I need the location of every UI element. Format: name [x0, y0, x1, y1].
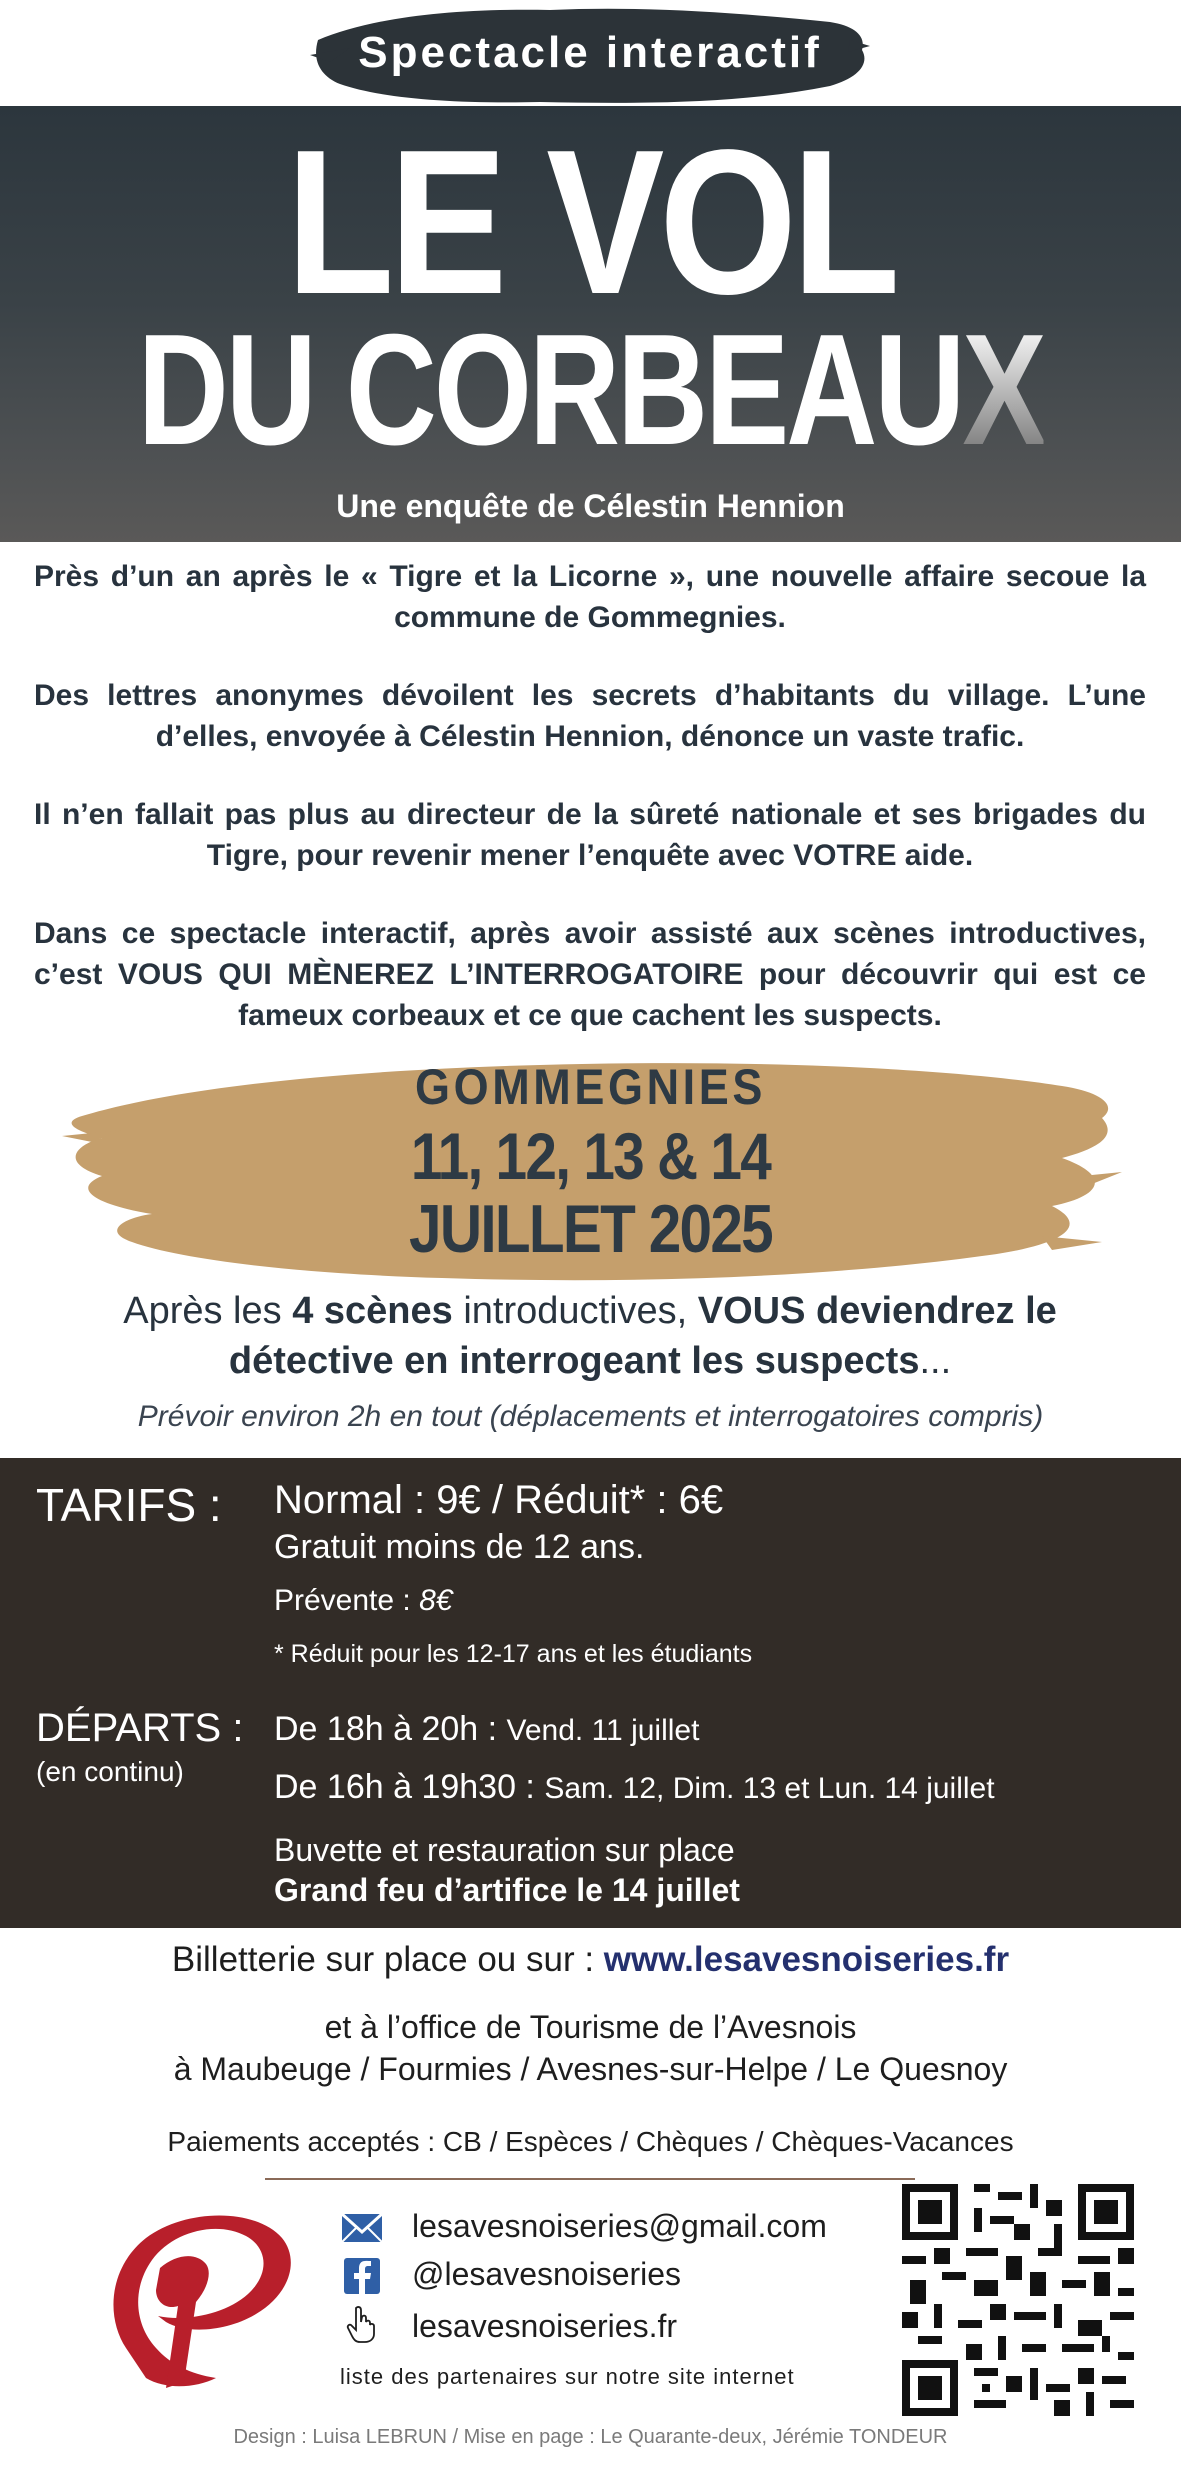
tourism-office: et à l’office de Tourisme de l’Avesnois à Maubeuge / Fourmies / Avesnes-sur-Helpe / Le Quesnoy	[173, 2009, 1008, 2087]
ticketing-line: Billetterie sur place ou sur : www.lesavesnoiseries.fr	[171, 1940, 1010, 1979]
departs-label: DÉPARTS :	[36, 1706, 244, 1750]
website-link[interactable]: www.lesavesnoiseries.fr	[603, 1940, 1010, 1979]
price-presale: Prévente : 8€	[274, 1584, 453, 1617]
partners-note: liste des partenaires sur notre site internet	[340, 2364, 795, 2389]
intro-paragraph: Dans ce spectacle interactif, après avoir assisté aux scènes introductives, c’est VOUS QUI MÈNEREZ L’INTERROGATOIRE pour découvrir qui est ce fameux corbeaux et ce que cachent les suspects.	[34, 917, 1146, 1032]
hero-subtitle: Une enquête de Célestin Hennion	[336, 488, 845, 524]
intro-paragraph: Des lettres anonymes dévoilent les secrets d’habitants du village. L’une d’elles, envoyée à Célestin Hennion, dénonce un vaste trafic.	[34, 679, 1146, 753]
price-free: Gratuit moins de 12 ans.	[274, 1528, 645, 1566]
intro-paragraph: Près d’un an après le « Tigre et la Licorne », une nouvelle affaire secoue la commune de Gommegnies.	[34, 560, 1146, 634]
contact-facebook[interactable]: @lesavesnoiseries	[412, 2256, 682, 2292]
fireworks-text: Grand feu d’artifice le 14 juillet	[274, 1872, 740, 1908]
logo	[86, 2198, 300, 2398]
price-normal: Normal : 9€ / Réduit* : 6€	[274, 1478, 724, 1522]
title-line-2: DU CORBEAUX	[137, 302, 1044, 478]
title-line-1: LE VOL	[286, 107, 895, 337]
contact-website[interactable]: lesavesnoiseries.fr	[412, 2308, 677, 2344]
contact-email[interactable]: lesavesnoiseries@gmail.com	[412, 2208, 827, 2244]
event-dates: 11, 12, 13 & 14	[410, 1119, 771, 1193]
price-note: * Réduit pour les 12-17 ans et les étudiants	[274, 1640, 753, 1668]
event-month: JUILLET 2025	[409, 1191, 772, 1267]
intro-paragraph: Il n’en fallait pas plus au directeur de la sûreté nationale et ses brigades du Tigre, pour revenir mener l’enquête avec VOTRE aide.	[34, 798, 1146, 872]
envelope-icon	[340, 2208, 384, 2248]
departs-sublabel: (en continu)	[36, 1756, 184, 1787]
duration-note: Prévoir environ 2h en tout (déplacements et interrogatoires compris)	[137, 1400, 1044, 1433]
departure-line-1: De 18h à 20h : Vend. 11 juillet	[274, 1710, 700, 1748]
qr-code[interactable]	[902, 2184, 1134, 2416]
design-credits: Design : Luisa LEBRUN / Mise en page : Le Quarante-deux, Jérémie TONDEUR	[233, 2426, 948, 2448]
departure-line-2: De 16h à 19h30 : Sam. 12, Dim. 13 et Lun. 14 juillet	[274, 1768, 995, 1806]
show-type-label: Spectacle interactif	[358, 28, 822, 77]
divider	[265, 2178, 915, 2180]
buvette-text: Buvette et restauration sur place	[274, 1832, 735, 1868]
payments-accepted: Paiements acceptés : CB / Espèces / Chèques / Chèques-Vacances	[167, 2126, 1014, 2157]
event-city: GOMMEGNIES	[414, 1059, 767, 1115]
facebook-icon	[340, 2256, 384, 2296]
intro-text	[34, 556, 1146, 1073]
pointer-hand-icon	[340, 2304, 384, 2344]
scenes-text: Après les 4 scènes introductives, VOUS deviendrez le détective en interrogeant les suspects...	[123, 1290, 1057, 1382]
tarifs-label: TARIFS :	[36, 1479, 222, 1531]
